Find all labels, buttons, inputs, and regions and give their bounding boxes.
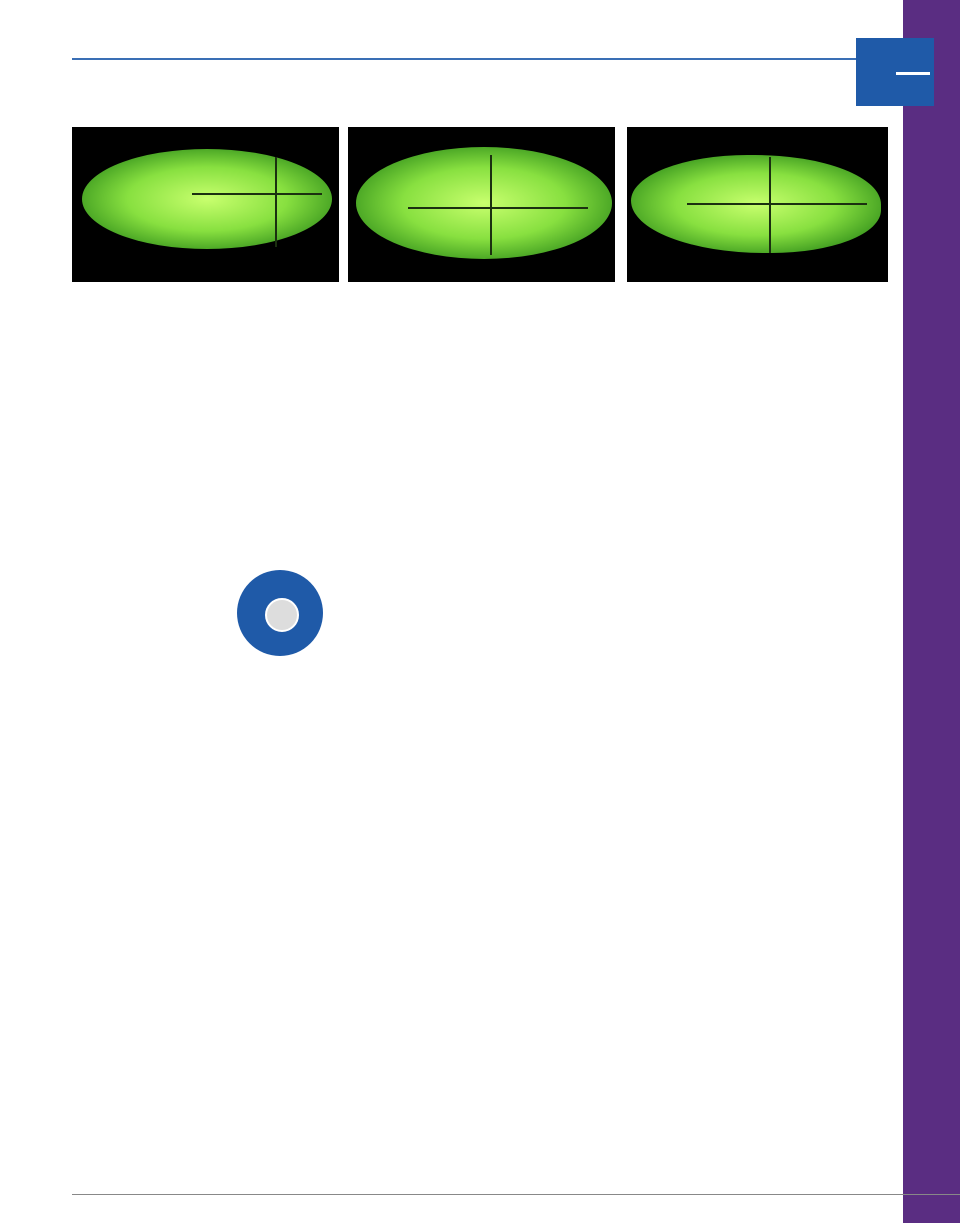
footer-rule [72,1194,960,1195]
photo-damaged-orifice [627,127,888,282]
header-rule [72,58,856,60]
formula-logo [856,38,934,106]
section2-col2 [349,568,611,570]
col3-upper [628,292,890,294]
purple-side-bar [903,0,960,1223]
section2-col1 [72,668,334,670]
photo-worn-orifice [348,127,615,282]
col1-upper [72,292,342,294]
spray-pattern-diagram [60,868,903,1108]
col2-upper [349,292,619,296]
section2-col3 [628,568,890,570]
photo-new-orifice [72,127,339,282]
nozzle-icon [265,598,299,632]
xr-teejet-nozzle-badge [237,570,323,656]
logo-fraction-bar [896,72,930,75]
